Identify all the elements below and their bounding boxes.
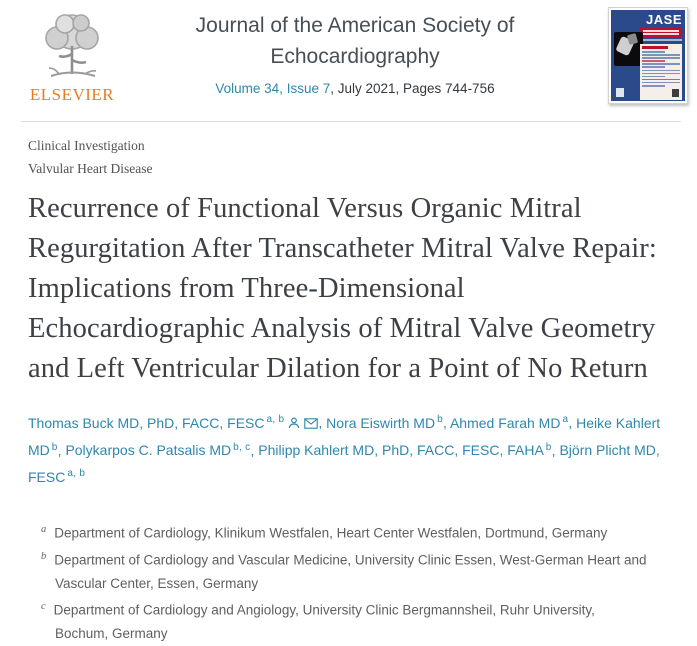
journal-header bbox=[130, 10, 580, 96]
author-list: Thomas Buck MD, PhD, FACC, FESC $^{a, b}$ , Nora Eiswirth MD $^b$, Ahmed Farah MD $^a$, Heike Kahlert MD $^b$, Polykarpos C. Patsalis MD $^{b, c}$, Philipp Kahlert MD, PhD, FACC, FESC, FAHA $^b$, Björn Plicht MD, FESC $^{a, b}$ bbox=[28, 414, 661, 485]
article-title: Recurrence of Functional Versus Organic Mitral Regurgitation After Transcatheter Mitral Valve Repair: Implications from Three-Dimensional Echocardiographic Analysis of Mitral Valve Geometry and Left Ventricular Dilation for a Point of No Return bbox=[28, 193, 657, 384]
article-type-line1: Clinical Investigation bbox=[28, 138, 145, 153]
author-affil-sup: a, b bbox=[67, 468, 86, 480]
cover-echo-image bbox=[614, 32, 643, 66]
email-envelope-icon[interactable] bbox=[304, 413, 318, 436]
volume-line bbox=[130, 81, 580, 96]
author-affil-sup: b bbox=[51, 441, 58, 453]
header-divider bbox=[21, 121, 681, 122]
journal-cover-thumbnail[interactable] bbox=[608, 7, 688, 104]
affiliation-sup: a bbox=[41, 523, 47, 535]
journal-cover-image bbox=[611, 10, 685, 101]
affiliation-list bbox=[28, 518, 648, 646]
cover-publisher-mark bbox=[616, 88, 624, 97]
elsevier-wordmark: ELSEVIER bbox=[29, 85, 115, 104]
article-type-line2: Valvular Heart Disease bbox=[28, 161, 153, 176]
author-affil-sup: b, c bbox=[233, 441, 251, 453]
journal-title bbox=[130, 10, 580, 72]
cover-journal-name-band bbox=[640, 28, 682, 37]
author[interactable]: Heike Kahlert MD $^b$ bbox=[28, 414, 661, 459]
article-type bbox=[28, 134, 676, 180]
author-affil-sup: a, b bbox=[266, 414, 285, 425]
author[interactable]: Thomas Buck MD, PhD, FACC, FESC $^{a, b}$ bbox=[28, 414, 285, 431]
author[interactable]: Philipp Kahlert MD, PhD, FACC, FESC, FAHA $^b$ bbox=[258, 441, 552, 459]
elsevier-logo bbox=[26, 8, 118, 108]
volume-issue-link[interactable]: Volume 34, Issue 7 bbox=[215, 81, 331, 96]
cover-masthead: JASE bbox=[646, 12, 682, 27]
volume-date-pages: , July 2021, Pages 744-756 bbox=[330, 81, 495, 96]
affiliation-a: $^a$ Department of Cardiology, Klinikum Westfalen, Heart Center Westfalen, Dortmund, Germany bbox=[41, 523, 608, 541]
author[interactable]: Polykarpos C. Patsalis MD $^{b, c}$ bbox=[65, 441, 251, 459]
article-head bbox=[28, 134, 676, 646]
cover-in-this-issue-heading bbox=[642, 46, 668, 49]
author-affil-sup: b bbox=[437, 414, 443, 425]
affiliation-sup: c bbox=[41, 601, 46, 613]
cover-society-logo bbox=[672, 89, 679, 97]
author[interactable]: Björn Plicht MD, FESC $^{a, b}$ bbox=[28, 442, 660, 485]
affiliation-b: $^b$ Department of Cardiology and Vascular Medicine, University Clinic Essen, West-German Heart and Vascular Center, Essen, Germany bbox=[41, 550, 647, 591]
journal-banner bbox=[0, 0, 697, 122]
author-affil-sup: a bbox=[562, 414, 569, 425]
journal-title-line1: Journal of the American Society of bbox=[195, 14, 515, 37]
cover-contents-panel bbox=[640, 44, 682, 100]
author-affil-sup: b bbox=[545, 441, 552, 453]
author[interactable]: Nora Eiswirth MD $^b$ bbox=[326, 414, 443, 431]
corresponding-author-person-icon[interactable] bbox=[288, 413, 300, 436]
affiliation-c: $^c$ Department of Cardiology and Angiology, University Clinic Bergmannsheil, Ruhr University, Bochum, Germany bbox=[41, 601, 595, 642]
author[interactable]: Ahmed Farah MD $^a$ bbox=[449, 414, 569, 431]
affiliation-sup: b bbox=[41, 550, 47, 562]
cover-volume-line bbox=[640, 39, 682, 41]
journal-title-line2: Echocardiography bbox=[270, 45, 440, 68]
elsevier-tree-icon bbox=[35, 8, 109, 84]
